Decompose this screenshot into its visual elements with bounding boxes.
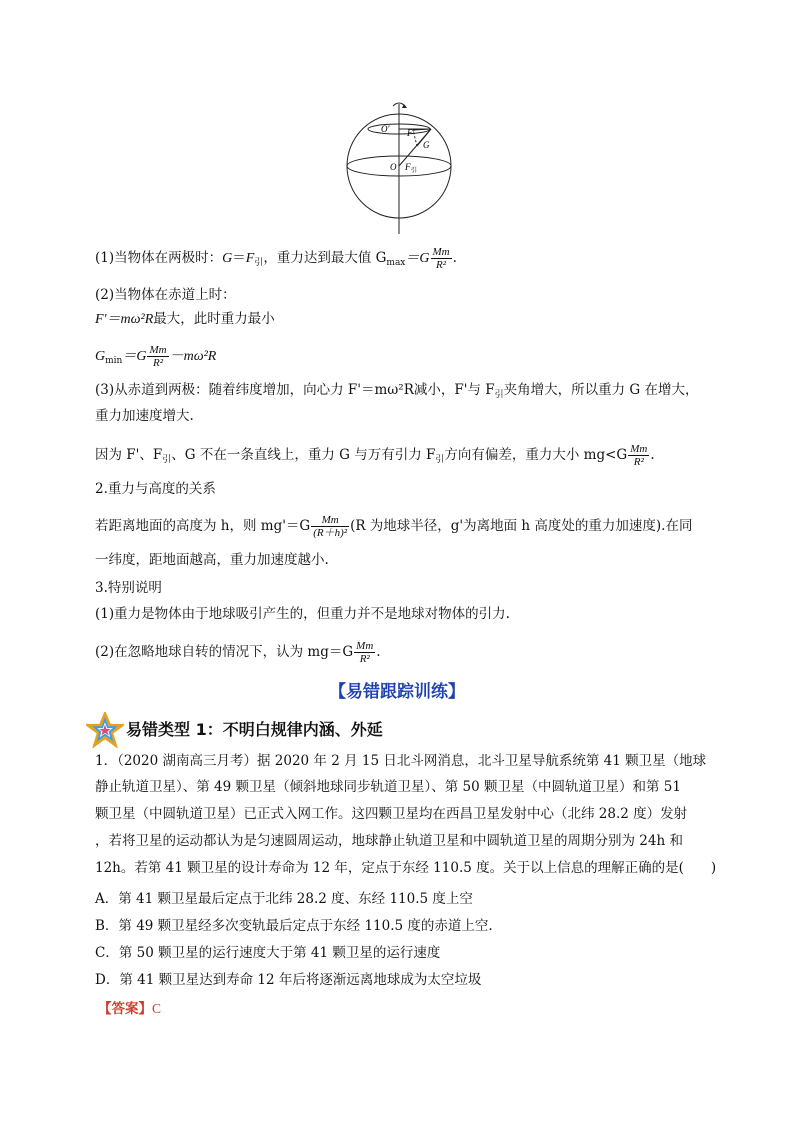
para-height-2: 一纬度，距地面越高，重力加速度越小. — [95, 552, 329, 568]
para-note-1: (1)重力是物体由于地球吸引产生的，但重力并不是地球对物体的引力. — [95, 606, 510, 622]
subheading-notes: 3.特别说明 — [95, 580, 162, 596]
option-c: C．第 50 颗卫星的运行速度大于第 41 颗卫星的运行速度 — [95, 945, 441, 961]
label-f-yin: F — [405, 162, 411, 172]
answer — [98, 997, 161, 1017]
label-o-prime: O' — [381, 124, 390, 134]
para-equator-gmin: $G_{min}=G$ $\frac{Mm}{\text{R²}}$ －mω²R — [95, 344, 217, 369]
fraction-mm-r2: $\frac{Mm}{\text{R²}}$ — [356, 640, 374, 665]
label-f-prime: F' — [407, 128, 415, 138]
para-height: 若距离地面的高度为 h，则 mg'＝G $\frac{Mm}{\text{(R＋h)²}}$ (R 为地球半径，g'为离地面 h 高度处的重力加速度).在同 — [95, 514, 693, 539]
para-equator-fprime: F'＝mω²R最大，此时重力最小 — [95, 311, 275, 327]
question-line: 1．（2020 湖南高三月考）据 2020 年 2 月 15 日北斗网消息，北斗卫星导航系统第 41 颗卫星（地球 — [95, 753, 707, 769]
para-because: 因为 F'、$F_引$、G 不在一条直线上，重力 G 与万有引力 $F_引$方向有偏差，重力大小 mg<G $\frac{Mm}{\text{R²}}$ . — [95, 443, 655, 468]
answer-value: C — [152, 1001, 162, 1016]
fraction-mm-r2: $\frac{Mm}{\text{R²}}$ — [432, 246, 450, 271]
para-note-2: (2)在忽略地球自转的情况下，认为 mg＝G $\frac{Mm}{\text{R²}}$ . — [95, 640, 381, 665]
para-poles: (1)当物体在两极时：$G=F_引$，重力达到最大值 $G_{max}=G$ $\frac{Mm}{\text{R²}}$ . — [95, 246, 457, 271]
fraction-mm-rh2: $\frac{Mm}{\text{(R＋h)²}}$ — [313, 514, 348, 539]
para-equator: (2)当物体在赤道上时： — [95, 287, 236, 303]
question-line: 颗卫星（中圆轨道卫星）已正式入网工作。这四颗卫星均在西昌卫星发射中心（北纬 28.2 度）发射 — [95, 806, 688, 822]
fraction-mm-r2: $\frac{Mm}{\text{R²}}$ — [149, 344, 167, 369]
para-equator-to-poles-2: 重力加速度增大. — [95, 408, 194, 424]
para-equator-to-poles: (3)从赤道到两极：随着纬度增加，向心力 F'＝mω²R减小，F'与 $F_引$夹角增大，所以重力 G 在增大， — [95, 382, 699, 400]
subheading-height: 2.重力与高度的关系 — [95, 481, 216, 497]
label-o: O — [390, 162, 397, 172]
label-f-yin-sub: 引 — [411, 167, 418, 174]
question-line: ，若将卫星的运动都认为是匀速圆周运动，地球静止轨道卫星和中圆轨道卫星的周期分别为 24h 和 — [95, 833, 683, 849]
option-a: A．第 41 颗卫星最后定点于北纬 28.2 度、东经 110.5 度上空 — [95, 891, 473, 907]
label-g: G — [423, 140, 430, 150]
star-icon — [86, 712, 124, 748]
section-heading: 【易错跟踪训练】 — [329, 682, 465, 702]
question-line: 12h。若第 41 颗卫星的设计寿命为 12 年，定点于东经 110.5 度。关于以上信息的理解正确的是( ) — [95, 860, 717, 876]
option-d: D．第 41 颗卫星达到寿命 12 年后将逐渐远离地球成为太空垃圾 — [95, 972, 482, 988]
error-type-title: 易错类型 1：不明白规律内涵、外延 — [126, 720, 383, 739]
fraction-mm-r2: $\frac{Mm}{\text{R²}}$ — [630, 443, 648, 468]
option-b: B．第 49 颗卫星经多次变轨最后定点于东经 110.5 度的赤道上空. — [95, 918, 493, 934]
answer-label: 【答案】 — [98, 1001, 152, 1017]
earth-gravity-diagram — [335, 100, 465, 240]
question-line: 静止轨道卫星）、第 49 颗卫星（倾斜地球同步轨道卫星）、第 50 颗卫星（中圆轨道卫星）和第 51 — [95, 779, 681, 795]
